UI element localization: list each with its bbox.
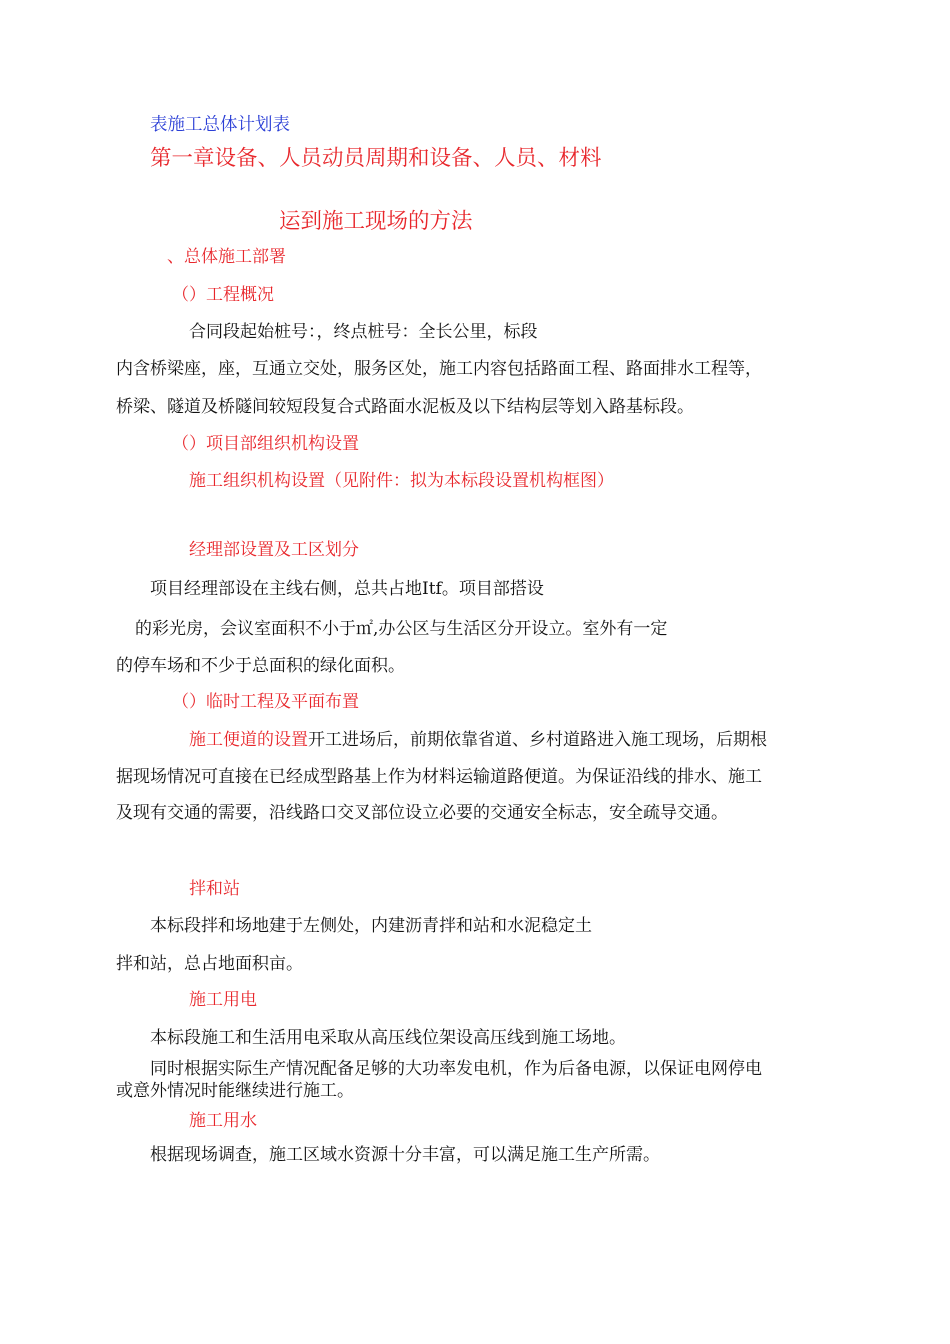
inline-text: 开工进场后，前期依靠省道、乡村道路进入施工现场，后期根 [308, 730, 767, 750]
paragraph-line: 本标段拌和场地建于左侧处，内建沥青拌和站和水泥稳定土 [150, 916, 592, 936]
paragraph-line: 内含桥梁座，座，互通立交处，服务区处，施工内容包括路面工程、路面排水工程等， [116, 359, 762, 379]
subsection-text: 施工组织机构设置（见附件：拟为本标段设置机构框图） [189, 471, 614, 491]
paragraph-line: 及现有交通的需要，沿线路口交叉部位设立必要的交通安全标志，安全疏导交通。 [116, 803, 728, 823]
item-heading: 拌和站 [189, 879, 240, 899]
chapter-title-line-1: 第一章设备、人员动员周期和设备、人员、材料 [150, 146, 602, 171]
subsection-heading: （）临时工程及平面布置 [172, 692, 359, 712]
paragraph-line: 拌和站，总占地面积亩。 [116, 954, 303, 974]
paragraph-line: 同时根据实际生产情况配备足够的大功率发电机，作为后备电源，以保证电网停电 [150, 1059, 762, 1079]
paragraph-line: 据现场情况可直接在已经成型路基上作为材料运输道路便道。为保证沿线的排水、施工 [116, 767, 762, 787]
paragraph-line: 的停车场和不少于总面积的绿化面积。 [116, 656, 405, 676]
item-heading: 施工用电 [189, 990, 257, 1010]
inline-heading: 施工便道的设置 [189, 730, 308, 750]
chapter-title-line-2: 运到施工现场的方法 [279, 209, 473, 234]
table-title: 表施工总体计划表 [150, 115, 290, 135]
paragraph-line: 本标段施工和生活用电采取从高压线位架设高压线到施工场地。 [150, 1028, 626, 1048]
section-heading: 、总体施工部署 [167, 247, 286, 267]
paragraph-line [189, 728, 767, 752]
item-heading: 施工用水 [189, 1111, 257, 1131]
paragraph-line: 合同段起始桩号：，终点桩号：全长公里，标段 [189, 322, 538, 342]
item-heading: 经理部设置及工区划分 [189, 540, 359, 560]
paragraph-line: 根据现场调查，施工区域水资源十分丰富，可以满足施工生产所需。 [150, 1145, 660, 1165]
paragraph-line: 或意外情况时能继续进行施工。 [116, 1081, 354, 1101]
paragraph-line: 的彩光房，会议室面积不小于㎡,办公区与生活区分开设立。室外有一定 [135, 619, 668, 639]
subsection-heading: （）工程概况 [172, 285, 274, 305]
subsection-heading: （）项目部组织机构设置 [172, 434, 359, 454]
paragraph-line: 桥梁、隧道及桥隧间较短段复合式路面水泥板及以下结构层等划入路基标段。 [116, 397, 694, 417]
paragraph-line: 项目经理部设在主线右侧，总共占地Itf。项目部搭设 [150, 579, 544, 599]
